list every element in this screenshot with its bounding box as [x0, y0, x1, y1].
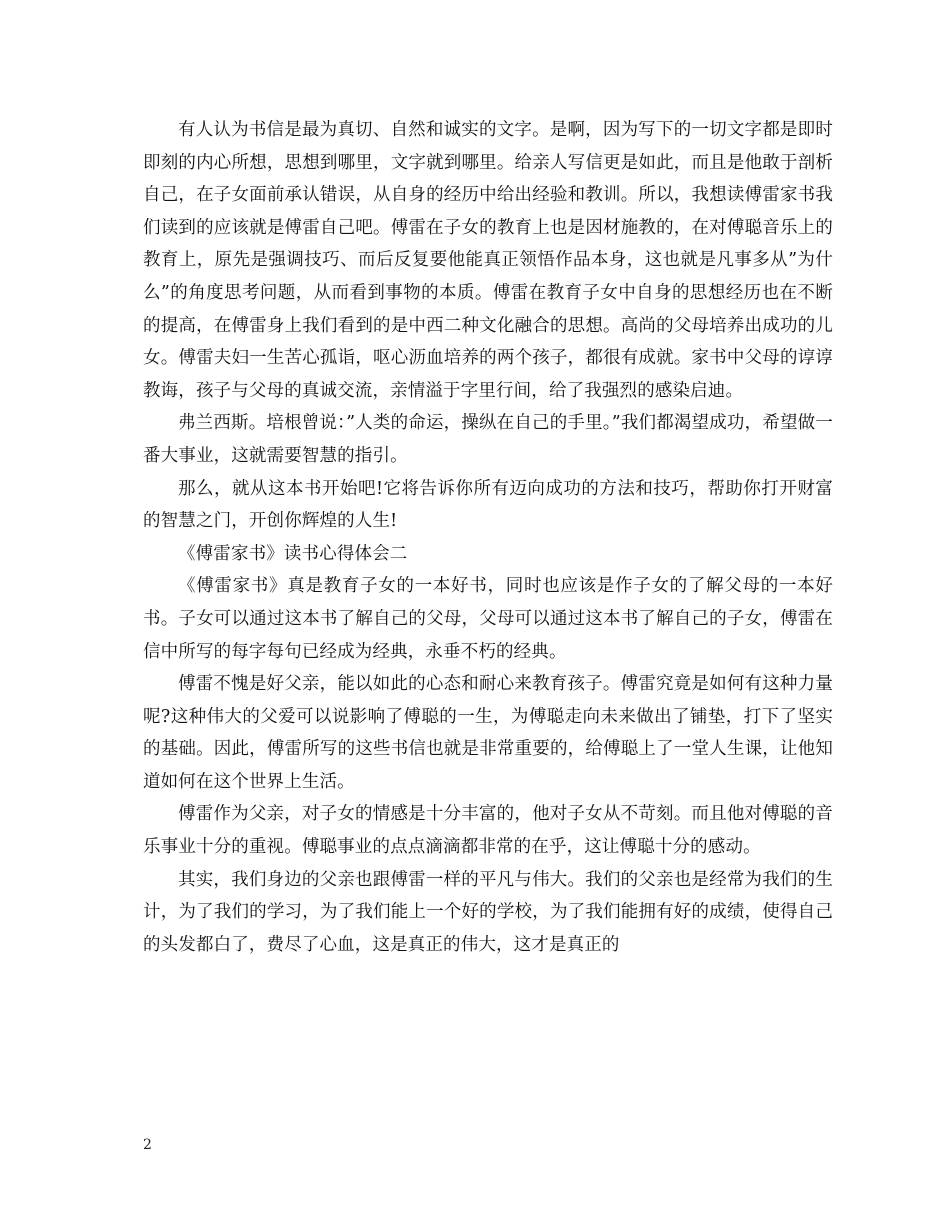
paragraph-7: 傅雷作为父亲，对子女的情感是十分丰富的，他对子女从不苛刻。而且他对傅聪的音乐事业十分的重视。傅聪事业的点点滴滴都非常的在乎，这让傅聪十分的感动。 [143, 804, 833, 858]
paragraph-3: 那么，就从这本书开始吧!它将告诉你所有迈向成功的方法和技巧，帮助你打开财富的智慧之门，开创你辉煌的人生! [143, 478, 833, 532]
document-body [143, 114, 833, 961]
paragraph-2: 弗兰西斯。培根曾说：”人类的命运，操纵在自己的手里。”我们都渴望成功，希望做一番大事业，这就需要智慧的指引。 [143, 413, 833, 466]
paragraph-8: 其实，我们身边的父亲也跟傅雷一样的平凡与伟大。我们的父亲也是经常为我们的生计，为了我们的学习，为了我们能上一个好的学校，为了我们能拥有好的成绩，使得自己的头发都白了，费尽了心血，这是真正的伟大，这才是真正的 [143, 869, 833, 955]
paragraph-1: 有人认为书信是最为真切、自然和诚实的文字。是啊，因为写下的一切文字都是即时即刻的内心所想，思想到哪里，文字就到哪里。给亲人写信更是如此，而且是他敢于剖析自己，在子女面前承认错误，从自身的经历中给出经验和教训。所以，我想读傅雷家书我们读到的应该就是傅雷自己吧。傅雷在子女的教育上也是因材施教的，在对傅聪音乐上的教育上，原先是强调技巧、而后反复要他能真正领悟作品本身，这也就是凡事多从”为什么”的角度思考问题，从而看到事物的本质。傅雷在教育子女中自身的思想经历也在不断的提高，在傅雷身上我们看到的是中西二种文化融合的思想。高尚的父母培养出成功的儿女。傅雷夫妇一生苦心孤诣，呕心沥血培养的两个孩子，都很有成就。家书中父母的谆谆教诲，孩子与父母的真诚交流，亲情溢于字里行间，给了我强烈的感染启迪。 [143, 120, 833, 401]
section-heading: 《傅雷家书》读书心得体会二 [178, 543, 408, 564]
paragraph-6: 傅雷不愧是好父亲，能以如此的心态和耐心来教育孩子。傅雷究竟是如何有这种力量呢?这种伟大的父爱可以说影响了傅聪的一生，为傅聪走向未来做出了铺垫，打下了坚实的基础。因此，傅雷所写的这些书信也就是非常重要的，给傅聪上了一堂人生课，让他知道如何在这个世界上生活。 [143, 674, 833, 792]
paragraph-5: 《傅雷家书》真是教育子女的一本好书，同时也应该是作子女的了解父母的一本好书。子女可以通过这本书了解自己的父母，父母可以通过这本书了解自己的子女，傅雷在信中所写的每字每句已经成为经典，永垂不朽的经典。 [143, 576, 833, 662]
page-number: 2 [143, 1137, 152, 1153]
